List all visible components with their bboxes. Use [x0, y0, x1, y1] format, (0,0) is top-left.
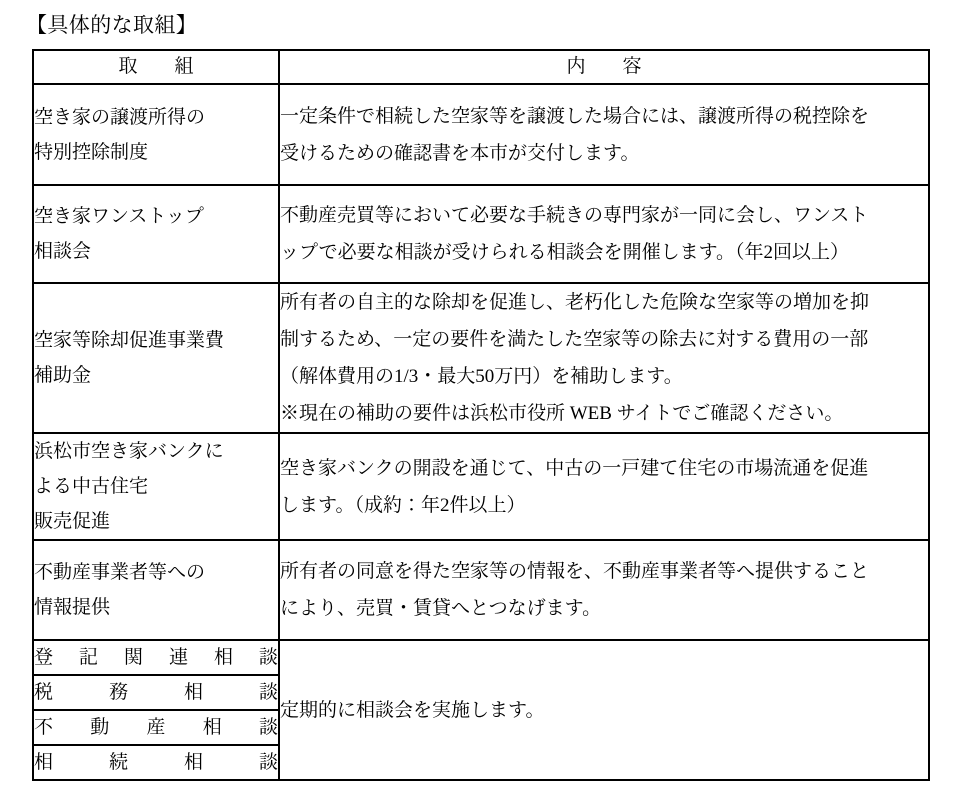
consultation-label-cell [33, 710, 279, 745]
consultation-char: 不 [34, 717, 54, 738]
consultation-label-cell [33, 640, 279, 675]
column-header-initiative-label: 取 組 [118, 56, 203, 77]
initiative-cell [33, 185, 279, 283]
table-row [33, 433, 929, 540]
initiative-cell [33, 283, 279, 433]
initiative-cell [33, 433, 279, 540]
consultation-char: 談 [258, 752, 278, 773]
table-row [33, 540, 929, 640]
initiative-line: 空家等除却促進事業費 [34, 330, 225, 351]
detail-cell [279, 185, 929, 283]
detail-line: ップで必要な相談が受けられる相談会を開催します。（年2回以上） [280, 242, 850, 263]
initiative-cell [33, 540, 279, 640]
consultation-char: 務 [108, 682, 128, 703]
detail-line: 一定条件で相続した空家等を譲渡した場合には、譲渡所得の税控除を [280, 105, 870, 127]
consultation-char: 談 [258, 717, 278, 738]
initiative-line: 不動産事業者等への [34, 562, 206, 583]
measures-table [32, 49, 930, 781]
page-title: 【具体的な取組】 [26, 13, 198, 37]
initiative-line: よる中古住宅 [34, 476, 149, 497]
detail-cell [279, 433, 929, 540]
table-row [33, 185, 929, 283]
initiative-line: 浜松市空き家バンクに [34, 441, 224, 462]
consultation-char: 相 [183, 752, 203, 773]
consultation-char: 動 [90, 717, 110, 738]
column-header-detail [279, 50, 929, 84]
detail-cell [279, 283, 929, 433]
consultation-char: 相 [34, 752, 54, 773]
consultation-char: 続 [108, 752, 128, 773]
initiative-line: 相談会 [34, 241, 92, 262]
detail-line: します。（成約：年2件以上） [280, 494, 526, 516]
detail-line: 所有者の自主的な除却を促進し、老朽化した危険な空家等の増加を抑 [280, 292, 870, 313]
table-row [33, 640, 929, 675]
detail-cell [279, 84, 929, 185]
initiative-line: 空き家ワンストップ [34, 206, 204, 227]
consultation-label [34, 641, 278, 674]
detail-line: 受けるための確認書を本市が交付します。 [280, 142, 640, 164]
consultation-char: 相 [183, 682, 203, 703]
detail-line: 空き家バンクの開設を通じて、中古の一戸建て住宅の市場流通を促進 [280, 457, 869, 479]
initiative-cell [33, 84, 279, 185]
consultation-char: 記 [78, 647, 98, 668]
consultation-char: 税 [34, 682, 54, 703]
consultation-char: 登 [34, 647, 54, 668]
detail-line: 所有者の同意を得た空家等の情報を、不動産事業者等へ提供すること [280, 561, 870, 582]
detail-line: ※現在の補助の要件は浜松市役所 WEB サイトでご確認ください。 [280, 403, 844, 424]
consultation-label [34, 676, 278, 709]
column-header-initiative [33, 50, 279, 84]
detail-line: 不動産売買等において必要な手続きの専門家が一同に会し、ワンスト [280, 205, 869, 226]
table-row [33, 283, 929, 433]
consultation-char: 談 [258, 682, 278, 703]
initiative-line: 情報提供 [34, 597, 111, 618]
consultation-char: 談 [258, 647, 278, 668]
initiative-line: 特別控除制度 [34, 141, 149, 163]
detail-line: により、売買・賃貸へとつなげます。 [280, 598, 602, 619]
consultation-char: 連 [168, 647, 188, 668]
consultation-char: 産 [146, 717, 166, 738]
consultation-label [34, 711, 278, 744]
consultation-label-cell [33, 745, 279, 780]
detail-line: 制するため、一定の要件を満たした空家等の除去に対する費用の一部 [280, 329, 869, 350]
consultation-label [34, 746, 278, 779]
column-header-detail-label: 内 容 [566, 56, 651, 77]
table-header-row [33, 50, 929, 84]
consultation-char: 相 [213, 647, 233, 668]
consultation-char: 相 [202, 717, 222, 738]
table-row [33, 84, 929, 185]
initiative-line: 販売促進 [34, 511, 111, 532]
consultation-char: 関 [123, 647, 143, 668]
detail-line: 定期的に相談会を実施します。 [280, 699, 545, 721]
initiative-line: 空き家の譲渡所得の [34, 106, 206, 128]
detail-line: （解体費用の1/3・最大50万円）を補助します。 [280, 366, 683, 387]
initiative-line: 補助金 [34, 365, 92, 386]
detail-cell [279, 540, 929, 640]
consultation-detail-cell [279, 640, 929, 780]
consultation-label-cell [33, 675, 279, 710]
